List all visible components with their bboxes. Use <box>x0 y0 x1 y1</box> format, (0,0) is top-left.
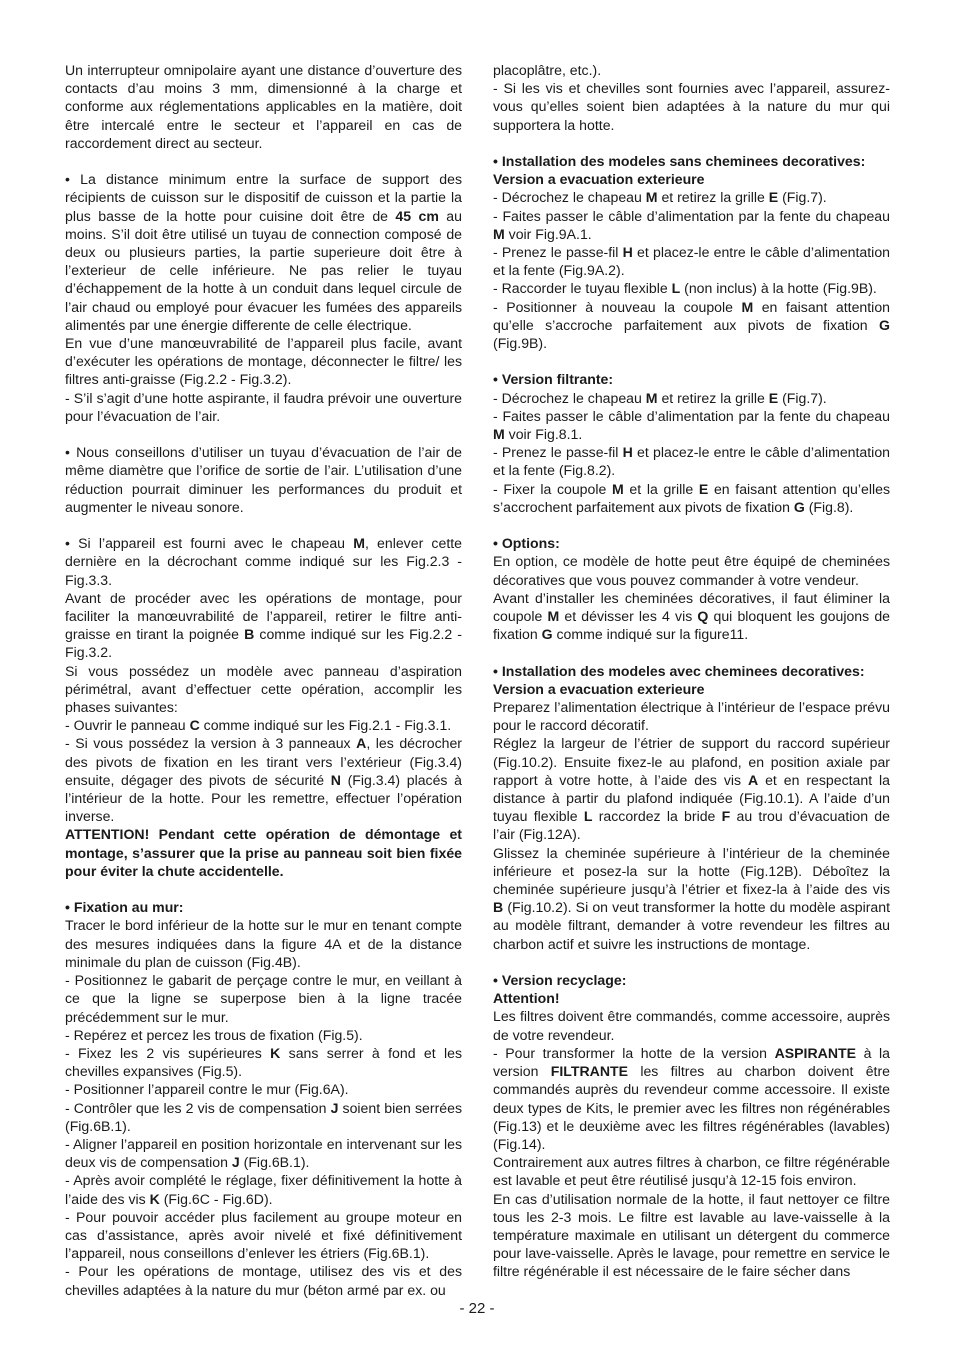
paragraph: - S’il s’agit d’une hotte aspirante, il faudra prévoir une ouverture pour l’évacuation de l’air. <box>65 389 462 424</box>
right-column <box>493 61 890 1281</box>
paragraph: En option, ce modèle de hotte peut être équipé de cheminées décoratives que vous pouvez commander à votre vendeur. <box>493 553 890 588</box>
paragraph: • Nous conseillons d’utiliser un tuyau d’évacuation de l’air de même diamètre que l’orifice de sortie de l’air. L’utilisation d’une réduction pourrait diminuer les performances du produit et augmenter le niveau sonore. <box>65 444 462 515</box>
warning-heading: Attention! <box>493 990 560 1007</box>
paragraph: Tracer le bord inférieur de la hotte sur le mur en tenant compte des mesures indiquées dans la figure 4A et de la distance minimale du plan de cuisson (Fig.4B). <box>65 917 462 970</box>
paragraph: - Pour pouvoir accéder plus facilement au groupe moteur en cas d’assistance, après avoir nivelé et fixé définitivement l’appareil, nous conseillons d’enlever les étriers (Fig.6B.1). <box>65 1208 462 1262</box>
paragraph: En cas d’utilisation normale de la hotte, il faut nettoyer ce filtre tous les 2-3 mois. Le filtre est lavable au lave-vaisselle à la température maximale en utilisant un détergent du commerce pour lave-vaisselle. Après le lavage, pour remettre en service le filtre régénérable il est nécessaire de le faire sécher dans <box>493 1190 890 1280</box>
paragraph: - Ouvrir le panneau C comme indiqué sur les Fig.2.1 - Fig.3.1. <box>65 717 452 734</box>
page-number: - 22 - <box>459 1300 495 1317</box>
section-heading: • Options: <box>493 535 560 552</box>
paragraph: Les filtres doivent être commandés, comme accessoire, auprès de votre revendeur. <box>493 1008 890 1043</box>
left-column <box>65 61 462 1299</box>
paragraph: Avant de procéder avec les opérations de montage, pour faciliter la manœuvrabilité de l’appareil, retirer le filtre anti-graisse en tirant la poignée B comme indiqué sur les Fig.2.2 - Fig.3.2. <box>65 589 462 661</box>
paragraph: - Fixez les 2 vis supérieures K sans serrer à fond et les chevilles expansives (Fig.5). <box>65 1044 462 1080</box>
paragraph: Un interrupteur omnipolaire ayant une distance d’ouverture des contacts d’au moins 3 mm, dimensionné à la charge et conforme aux réglementations applicables en la matière, doit être intercalé entre le secteur et l’appareil en cas de raccordement direct au secteur. <box>65 62 462 151</box>
paragraph: Preparez l’alimentation électrique à l’intérieur de l’espace prévu pour le raccord décoratif. <box>493 699 890 734</box>
section-heading: • Version filtrante: <box>493 371 614 388</box>
paragraph: - Positionnez le gabarit de perçage contre le mur, en veillant à ce que la ligne se superpose bien à la ligne tracée précédemment sur le mur. <box>65 972 462 1025</box>
paragraph: - Si vous possédez la version à 3 panneaux A, les décrocher des pivots de fixation en les tirant vers l’extérieur (Fig.3.4) ensuite, dégager des pivots de sécurité N (Fig.3.4) placés à l’intérieur de la hotte. Pour les remettre, effectuer l’opération inverse. <box>65 735 463 825</box>
section-heading: • Installation des modeles avec cheminees decoratives: Version a evacuation exterieure <box>493 662 865 697</box>
paragraph: - Décrochez le chapeau M et retirez la grille E (Fig.7). <box>493 189 827 206</box>
section-heading: • Fixation au mur: <box>65 899 184 916</box>
paragraph: En vue d’une manœuvrabilité de l’appareil plus facile, avant d’exécuter les opérations de montage, déconnecter le filtre/ les filtres anti-graisse (Fig.2.2 - Fig.3.2). <box>65 335 462 388</box>
section-heading: • Installation des modeles sans cheminees decoratives: Version a evacuation exterieure <box>493 153 866 188</box>
paragraph: - Fixer la coupole M et la grille E en faisant attention qu’elles s’accrochent parfaitement aux pivots de fixation G (Fig.8). <box>493 480 891 515</box>
paragraph: - Prenez le passe-fil H et placez-le entre le câble d’alimentation et la fente (Fig.8.2). <box>493 444 890 479</box>
paragraph: Glissez la cheminée supérieure à l’intérieur de la cheminée inférieure et posez-la sur la hotte (Fig.12B). Déboîtez la cheminée supérieure jusqu’à l’étrier et fixez-la à l’aide des vis B (Fig.10.2). Si on veut transformer la hotte du modèle aspirant au modèle filtrant, demander à votre revendeur les filtres au charbon actif et suivre les instructions de montage. <box>493 844 890 952</box>
paragraph: - Décrochez le chapeau M et retirez la grille E (Fig.7). <box>493 389 827 406</box>
paragraph: - Repérez et percez les trous de fixation (Fig.5). <box>65 1026 363 1043</box>
paragraph: - Pour transformer la hotte de la version ASPIRANTE à la version FILTRANTE les filtres au charbon doivent être commandés auprès du revendeur comme accessoire. Il existe deux types de Kits, le premier avec les filtres non régénérables (Fig.13) et le deuxième avec les filtres régénérables (lavables) (Fig.14). <box>493 1044 890 1152</box>
paragraph: • La distance minimum entre la surface de support des récipients de cuisson sur le dispositif de cuisson et la partie la plus basse de la hotte pour cuisine doit être de 45 cm au moins. S’il doit être utilisé un tuyau de connection composé de deux ou plusieurs parties, la partie superieure doit être à l’exterieur de celle inférieure. Ne pas relier le tuyau d’échappement de la hotte à un conduit dans lequel circule de l’air chaud ou employé pour évacuer les fumées des appareils alimentés par une énergie differente de celle électrique. <box>65 171 462 333</box>
paragraph: Réglez la largeur de l’étrier de support du raccord supérieur (Fig.10.2). Ensuite fixez-le au plafond, en position axiale par rapport à votre hotte, à l’aide des vis A et en respectant la distance à partir du plafond indiquée (Fig.10.1). A l’aide d’un tuyau flexible L raccordez la bride F au trou d’évacuation de l’air (Fig.12A). <box>493 735 891 843</box>
paragraph: - Prenez le passe-fil H et placez-le entre le câble d’alimentation et la fente (Fig.9A.2). <box>493 244 890 279</box>
section-heading: • Version recyclage: <box>493 972 627 989</box>
paragraph: - Positionner à nouveau la coupole M en faisant attention qu’elle s’accroche parfaitement aux pivots de fixation G (Fig.9B). <box>493 298 890 352</box>
paragraph: Si vous possédez un modèle avec panneau d’aspiration périmétral, avant d’effectuer cette opération, accomplir les phases suivantes: <box>65 662 462 716</box>
paragraph: - Raccorder le tuyau flexible L (non inclus) à la hotte (Fig.9B). <box>493 280 877 297</box>
paragraph: Contrairement aux autres filtres à charbon, ce filtre régénérable est lavable et peut être réutilisé jusqu’à 12-15 fois environ. <box>493 1154 890 1189</box>
paragraph: - Si les vis et chevilles sont fournies avec l’appareil, assurez-vous qu’elles soient bien adaptées à la nature du mur qui supportera la hotte. <box>493 80 890 133</box>
paragraph: - Faites passer le câble d’alimentation par la fente du chapeau M voir Fig.9A.1. <box>493 207 890 242</box>
paragraph: - Aligner l’appareil en position horizontale en intervenant sur les deux vis de compensation J (Fig.6B.1). <box>65 1135 462 1171</box>
paragraph: - Pour les opérations de montage, utilisez des vis et des chevilles adaptées à la nature du mur (béton armé par ex. ou <box>65 1263 462 1298</box>
paragraph: - Après avoir complété le réglage, fixer définitivement la hotte à l’aide des vis K (Fig.6C - Fig.6D). <box>65 1172 462 1207</box>
warning-text: ATTENTION! Pendant cette opération de démontage et montage, s’assurer que la prise au panneau soit bien fixée pour éviter la chute accidentelle. <box>65 826 462 879</box>
paragraph: - Positionner l’appareil contre le mur (Fig.6A). <box>65 1081 349 1098</box>
paragraph: placoplâtre, etc.). <box>493 62 602 78</box>
paragraph: • Si l’appareil est fourni avec le chapeau M, enlever cette dernière en la décrochant comme indiqué sur les Fig.2.3 - Fig.3.3. <box>65 535 462 588</box>
paragraph: - Faites passer le câble d’alimentation par la fente du chapeau M voir Fig.8.1. <box>493 407 890 443</box>
paragraph: Avant d’installer les cheminées décoratives, il faut éliminer la coupole M et dévisser les 4 vis Q qui bloquent les goujons de fixation G comme indiqué sur la figure11. <box>493 589 891 643</box>
paragraph: - Contrôler que les 2 vis de compensation J soient bien serrées (Fig.6B.1). <box>65 1099 462 1134</box>
